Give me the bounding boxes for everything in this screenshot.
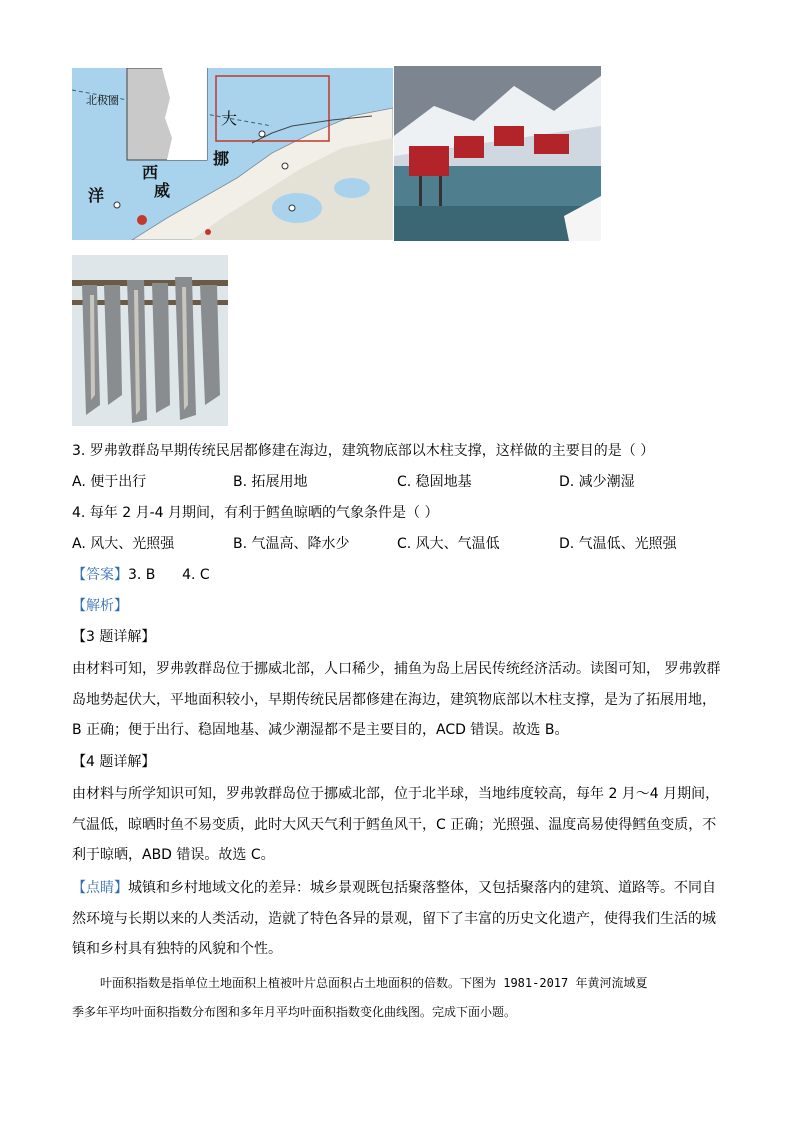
detail3-body: 由材料可知，罗弗敦群岛位于挪威北部，人口稀少，捕鱼为岛上居民传统经济活动。读图可知， 罗弗敦群岛地势起伏大，平地面积较小，早期传统民居都修建在海边，建筑物底部以木柱支撑，是为了拓展用地，B 正确；便于出行、稳固地基、减少潮湿都不是主要目的，ACD 错误。故选 B。 [72, 661, 721, 738]
intro-line-1: 叶面积指数是指单位土地面积上植被叶片总面积占土地面积的倍数。下图为 1981-2017 年黄河流域夏 [100, 976, 648, 990]
stilt-houses-photo [394, 66, 601, 241]
answer-text: 3. B 4. C [128, 567, 210, 583]
map-label-xi: 西 [142, 163, 159, 182]
q4-option-c: C. 风大、气温低 [397, 536, 500, 552]
q3-option-a: A. 便于出行 [72, 474, 147, 490]
detail3-heading: 【3 题详解】 [72, 629, 156, 645]
q3-option-b: B. 拓展用地 [233, 474, 308, 490]
map-label-yang: 洋 [88, 186, 105, 205]
intro-line-2: 季多年平均叶面积指数分布图和多年月平均叶面积指数变化曲线图。完成下面小题。 [72, 1005, 517, 1019]
map-label-nuo: 挪 [213, 149, 230, 168]
q4-option-d: D. 气温低、光照强 [559, 536, 677, 552]
detail4-body: 由材料与所学知识可知，罗弗敦群岛位于挪威北部，位于北半球，当地纬度较高，每年 2 月～4 月期间，气温低，晾晒时鱼不易变质，此时大风天气利于鳕鱼风干，C 正确；光照强、温度高易使得鳕鱼变质，不利于晾晒，ABD 错误。故选 C。 [72, 786, 720, 863]
q3-stem: 3. 罗弗敦群岛早期传统民居都修建在海边，建筑物底部以木柱支撑，这样做的主要目的是（ ） [72, 443, 655, 459]
q4-option-b: B. 气温高、降水少 [233, 536, 350, 552]
detail4-heading: 【4 题详解】 [72, 754, 156, 770]
tip-paragraph [72, 873, 722, 965]
q3-option-c: C. 稳固地基 [397, 474, 472, 490]
map-label-arctic: 北极圈 [86, 94, 119, 107]
map-label-da: 大 [221, 109, 238, 128]
map-graphic [72, 68, 393, 240]
answer-tag: 【答案】 [72, 567, 128, 583]
drying-fish-photo [72, 255, 228, 426]
analysis-tag: 【解析】 [72, 598, 128, 614]
answer-line [72, 565, 210, 585]
tip-body: 城镇和乡村地域文化的差异：城乡景观既包括聚落整体，又包括聚落内的建筑、道路等。不同自然环境与长期以来的人类活动，造就了特色各异的景观，留下了丰富的历史文化遗产，使得我们生活的城镇和乡村具有独特的风貌和个性。 [72, 880, 716, 957]
q4-stem: 4. 每年 2 月-4 月期间，有利于鳕鱼晾晒的气象条件是（ ） [72, 505, 439, 521]
map-label-wei: 威 [154, 181, 171, 200]
tip-tag: 【点睛】 [72, 880, 128, 896]
q3-option-d: D. 减少潮湿 [559, 474, 635, 490]
norway-map [72, 68, 393, 240]
q4-option-a: A. 风大、光照强 [72, 536, 175, 552]
